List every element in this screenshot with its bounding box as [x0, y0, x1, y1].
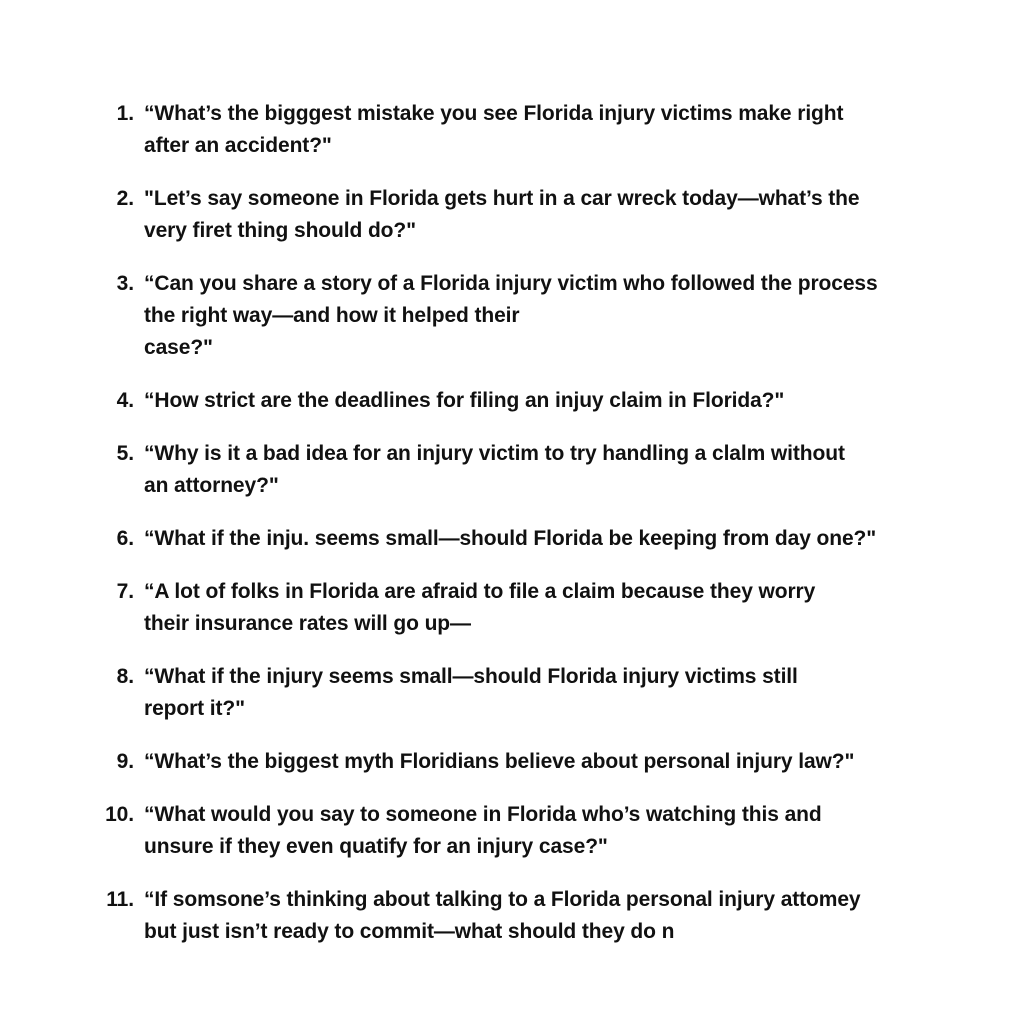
list-item [100, 438, 940, 502]
list-item [100, 183, 940, 247]
list-item-number: 4. [116, 389, 134, 412]
list-item-text: “What’s the biggest myth Floridians believe about personal injury law?" [144, 750, 855, 773]
list-item [100, 746, 940, 778]
list-item-text: “What if the injury seems small—should Florida injury victims still report it?" [144, 665, 798, 720]
list-item-number: 3. [116, 272, 134, 295]
list-item [100, 799, 940, 863]
list-item [100, 385, 940, 417]
list-item [100, 884, 940, 948]
list-item-text: “A lot of folks in Florida are afraid to file a claim because they worry their insurance rates will go up— [144, 580, 816, 635]
list-item-text: “Can you share a story of a Florida injury victim who followed the process the right way—and how it helped their case?" [144, 272, 878, 359]
list-item-text: "Let’s say someone in Florida gets hurt in a car wreck today—what’s the very firet thing should do?" [144, 187, 860, 242]
list-item-number: 5. [116, 442, 134, 465]
question-list [100, 98, 940, 969]
list-item-number: 8. [116, 665, 134, 688]
list-item-number: 1. [116, 102, 134, 125]
list-item-number: 6. [116, 527, 134, 550]
list-item [100, 98, 940, 162]
list-item-number: 7. [116, 580, 134, 603]
list-item-text: “What if the inju. seems small—should Florida be keeping from day one?" [144, 527, 877, 550]
list-item [100, 523, 940, 555]
list-item-number: 9. [116, 750, 134, 773]
list-item-number: 2. [116, 187, 134, 210]
list-item [100, 268, 940, 364]
list-item-text: “What would you say to someone in Florida who’s watching this and unsure if they even quatify for an injury case?" [144, 803, 822, 858]
list-item-text: “How strict are the deadlines for filing an injuy claim in Florida?" [144, 389, 785, 412]
list-item-text: “If somsone’s thinking about talking to a Florida personal injury attomey but just isn’t ready to commit—what should they do n [144, 888, 861, 943]
list-item [100, 576, 940, 640]
list-item-text: “What’s the bigggest mistake you see Florida injury victims make right after an accident?" [144, 102, 844, 157]
list-item-text: “Why is it a bad idea for an injury victim to try handling a clalm without an attorney?" [144, 442, 845, 497]
list-item [100, 661, 940, 725]
list-item-number: 10. [105, 803, 134, 826]
list-item-number: 11. [106, 888, 134, 911]
